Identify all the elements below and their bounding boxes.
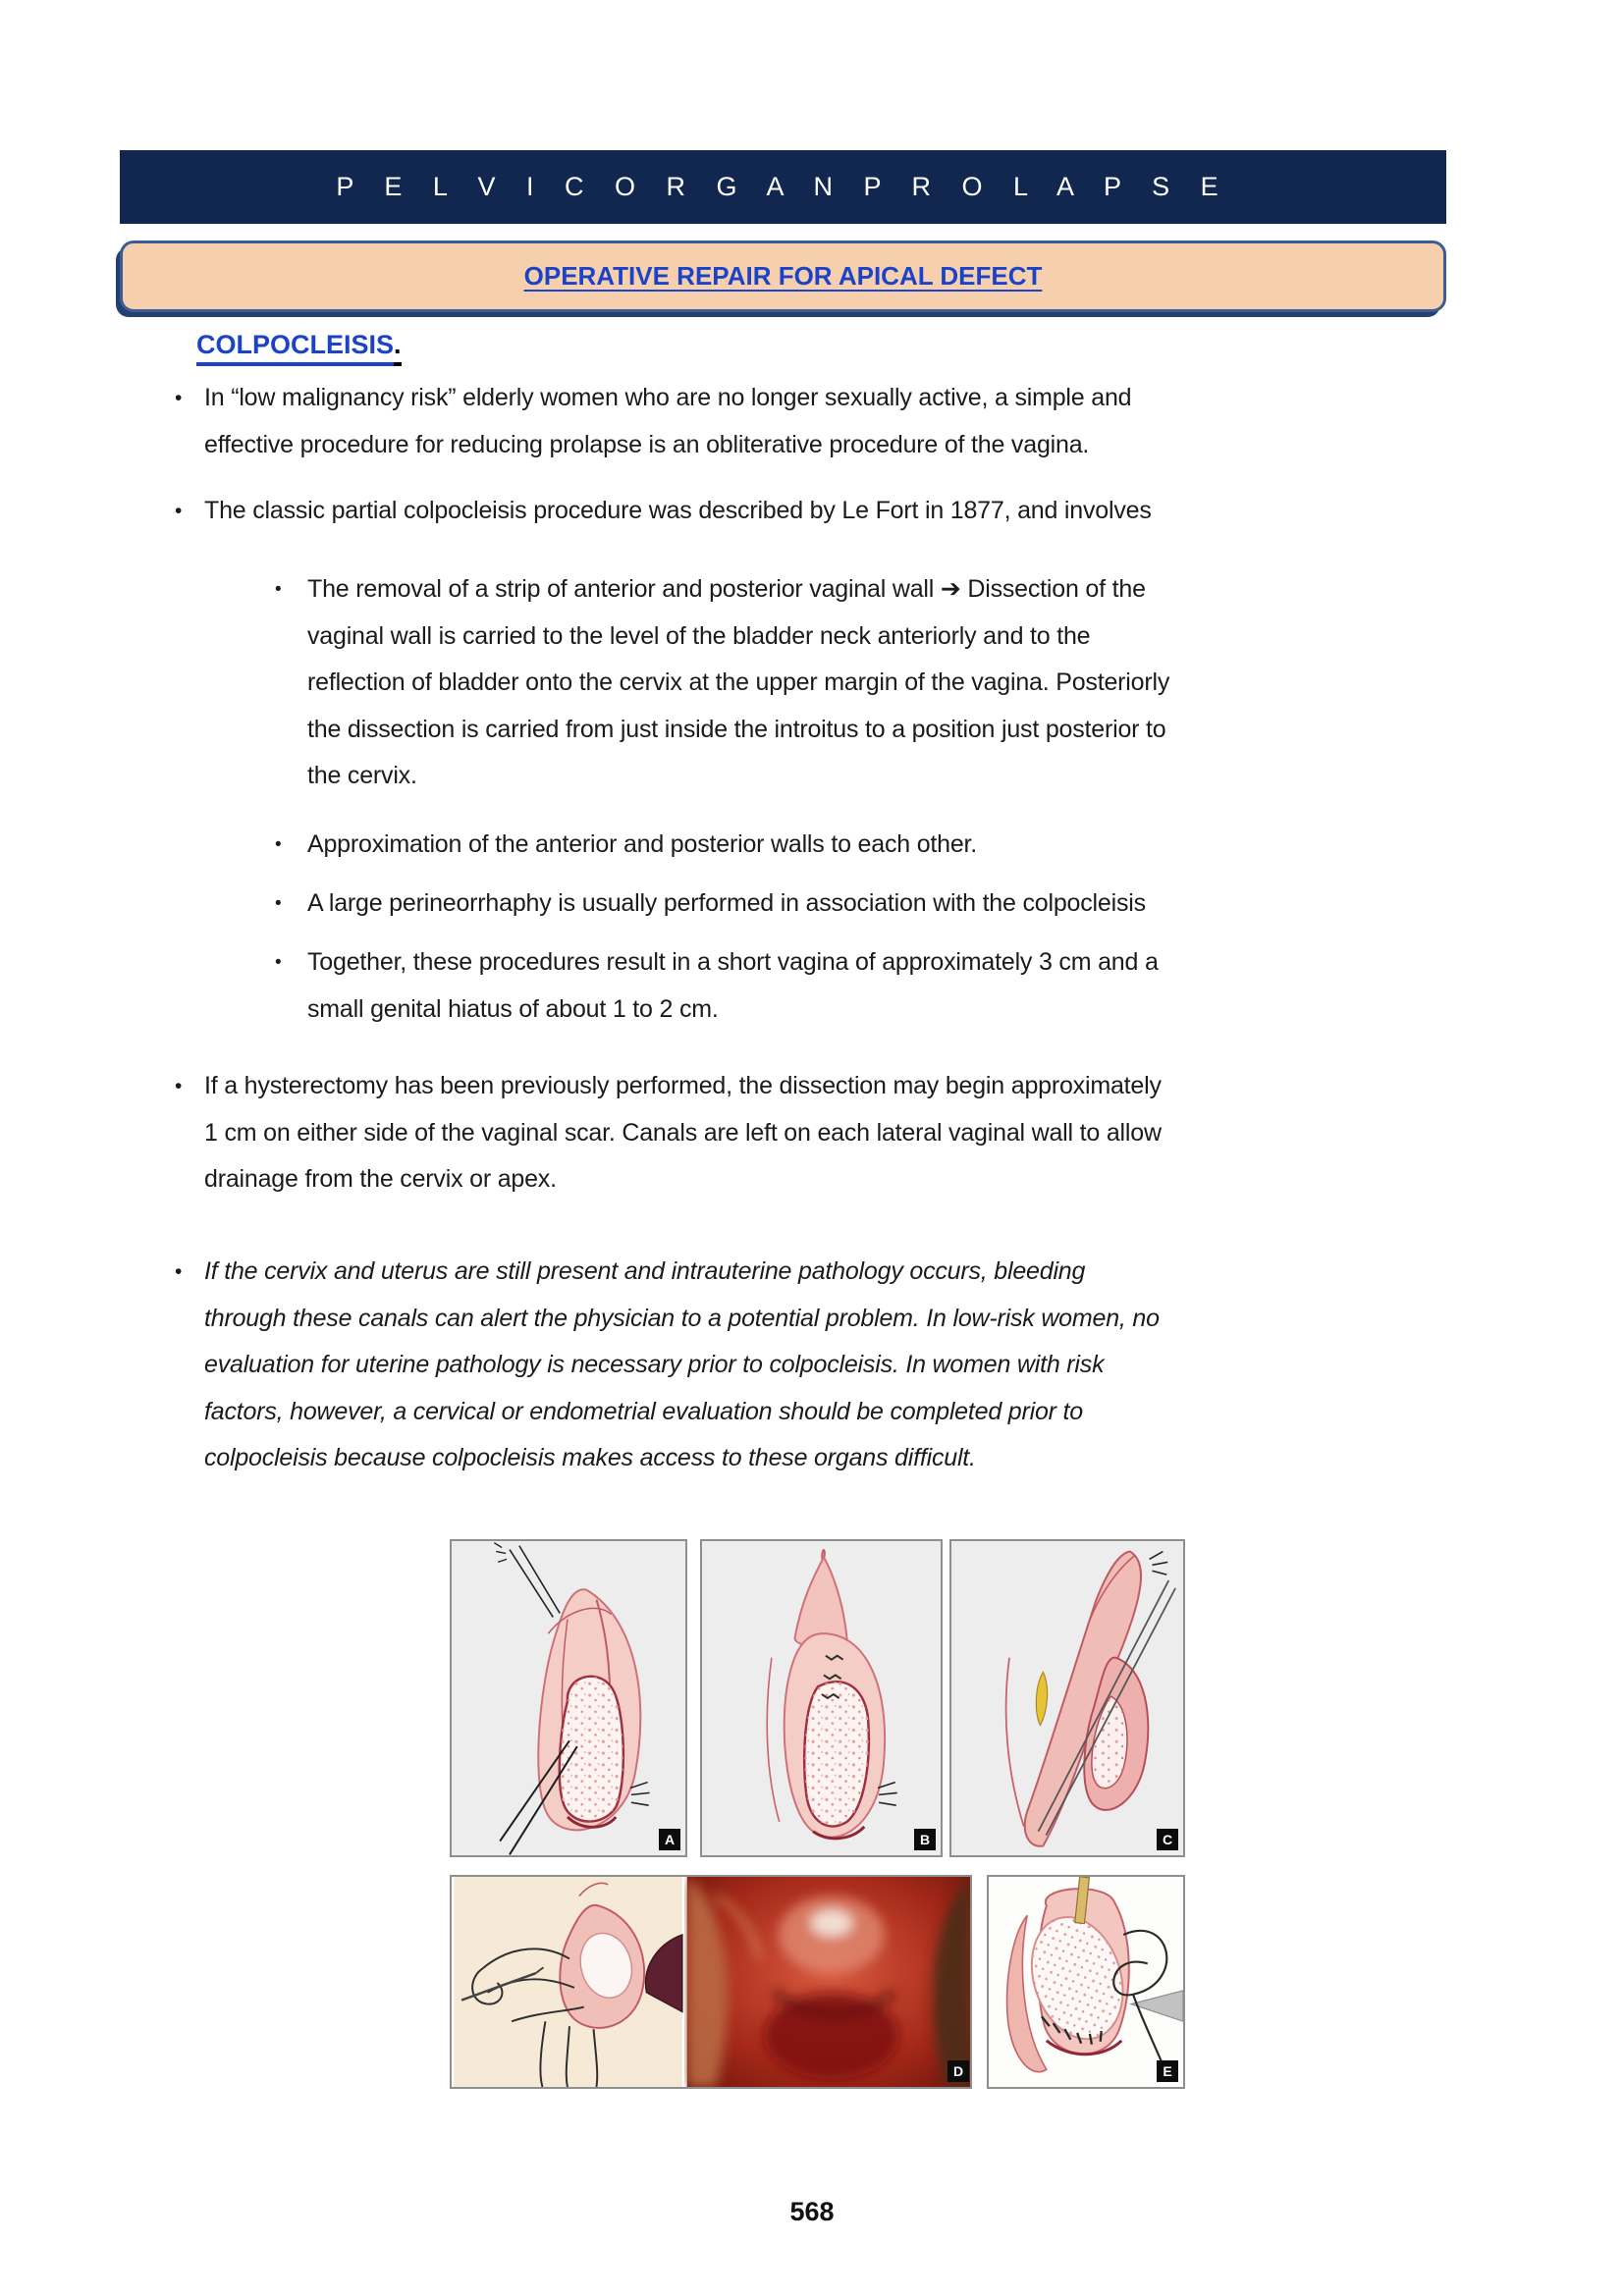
- text-line: the dissection is carried from just inside the introitus to a position just posterior to: [307, 715, 1166, 743]
- text-line: small genital hiatus of about 1 to 2 cm.: [307, 994, 719, 1023]
- surgical-illustration-d: [452, 1877, 684, 2087]
- surgical-illustration-e: [989, 1877, 1183, 2087]
- figure-panel-c: [949, 1539, 1185, 1857]
- text-line: The removal of a strip of anterior and posterior vaginal wall ➔ Dissection of the: [307, 575, 1146, 603]
- section-banner: [120, 240, 1446, 312]
- bullet-text: [307, 939, 1159, 1033]
- panel-label-e: E: [1157, 2060, 1178, 2082]
- subbullet-short-vagina: [275, 939, 1159, 1033]
- text-line: Together, these procedures result in a short vagina of approximately 3 cm and a: [307, 948, 1159, 976]
- bullet-glyph: •: [175, 1260, 183, 1283]
- subbullet-approximation: [275, 822, 977, 869]
- text-line: In “low malignancy risk” elderly women who are no longer sexually active, a simple and: [204, 384, 1132, 411]
- figure-panel-d: [450, 1875, 972, 2089]
- chapter-title-bar: [120, 150, 1446, 224]
- bullet-cervix-uterus-note: [175, 1249, 1160, 1482]
- bullet-low-malignancy: [175, 375, 1131, 468]
- figure-panel-b: [700, 1539, 943, 1857]
- panel-label-b: B: [914, 1829, 936, 1850]
- surgical-illustration-a: [452, 1541, 685, 1855]
- text-line: colpocleisis because colpocleisis makes access to these organs difficult.: [204, 1444, 976, 1471]
- chapter-title: P E L V I C O R G A N P R O L A P S E: [336, 172, 1230, 201]
- panel-label-d: D: [947, 2060, 969, 2082]
- text-line: 1 cm on either side of the vaginal scar. Canals are left on each lateral vaginal wall to allow: [204, 1118, 1162, 1147]
- bullet-glyph: •: [275, 579, 282, 600]
- bullet-text: [204, 375, 1131, 468]
- text-line: factors, however, a cervical or endometrial evaluation should be completed prior to: [204, 1397, 1083, 1425]
- text-line: If the cervix and uterus are still present and intrauterine pathology occurs, bleeding: [204, 1257, 1086, 1285]
- figure-panel-d-photo: [684, 1877, 972, 2087]
- bullet-text: [204, 1063, 1162, 1203]
- bullet-glyph: •: [175, 387, 183, 409]
- section-banner-title[interactable]: OPERATIVE REPAIR FOR APICAL DEFECT: [523, 261, 1043, 291]
- text-line: A large perineorrhaphy is usually performed in association with the colpocleisis: [307, 889, 1146, 917]
- surgical-photo: [684, 1877, 972, 2087]
- surgical-illustration-c: [951, 1541, 1183, 1855]
- topic-heading-text: COLPOCLEISIS: [196, 330, 394, 366]
- panel-label-a: A: [659, 1829, 680, 1850]
- text-line: drainage from the cervix or apex.: [204, 1165, 557, 1193]
- bullet-glyph: •: [175, 1075, 183, 1097]
- text-line: vaginal wall is carried to the level of the bladder neck anteriorly and to the: [307, 621, 1091, 650]
- page-number: 568: [789, 2197, 835, 2226]
- bullet-text: [307, 566, 1169, 800]
- bullet-classic-lefort: [175, 488, 1152, 535]
- bullet-text: [307, 822, 977, 869]
- figure-panel-e: [987, 1875, 1185, 2089]
- text-line: reflection of bladder onto the cervix at the upper margin of the vagina. Posteriorly: [307, 668, 1170, 696]
- bullet-text: [204, 488, 1152, 535]
- text-line: Approximation of the anterior and posterior walls to each other.: [307, 830, 978, 858]
- bullet-text: [307, 881, 1146, 928]
- bullet-glyph: •: [175, 500, 183, 522]
- text-line: evaluation for uterine pathology is necessary prior to colpocleisis. In women with risk: [204, 1351, 1105, 1378]
- figure-panel-d-illustration: [452, 1877, 684, 2087]
- bullet-text: [204, 1249, 1160, 1482]
- figure-panel-a: [450, 1539, 687, 1857]
- subbullet-removal-strip: [275, 566, 1169, 800]
- bullet-glyph: •: [275, 834, 282, 855]
- text-line: The classic partial colpocleisis procedure was described by Le Fort in 1877, and involves: [204, 497, 1152, 524]
- topic-heading: [196, 330, 402, 360]
- text-line: effective procedure for reducing prolapse is an obliterative procedure of the vagina.: [204, 430, 1090, 458]
- bullet-glyph: •: [275, 952, 282, 973]
- text-line: the cervix.: [307, 762, 417, 789]
- subbullet-perineorrhaphy: [275, 881, 1146, 928]
- text-line: If a hysterectomy has been previously performed, the dissection may begin approximately: [204, 1072, 1162, 1099]
- bullet-glyph: •: [275, 893, 282, 914]
- topic-heading-period: .: [394, 330, 402, 366]
- panel-label-c: C: [1157, 1829, 1178, 1850]
- text-line: through these canals can alert the physician to a potential problem. In low-risk women, no: [204, 1304, 1160, 1332]
- surgical-illustration-b: [702, 1541, 941, 1855]
- bullet-hysterectomy: [175, 1063, 1162, 1203]
